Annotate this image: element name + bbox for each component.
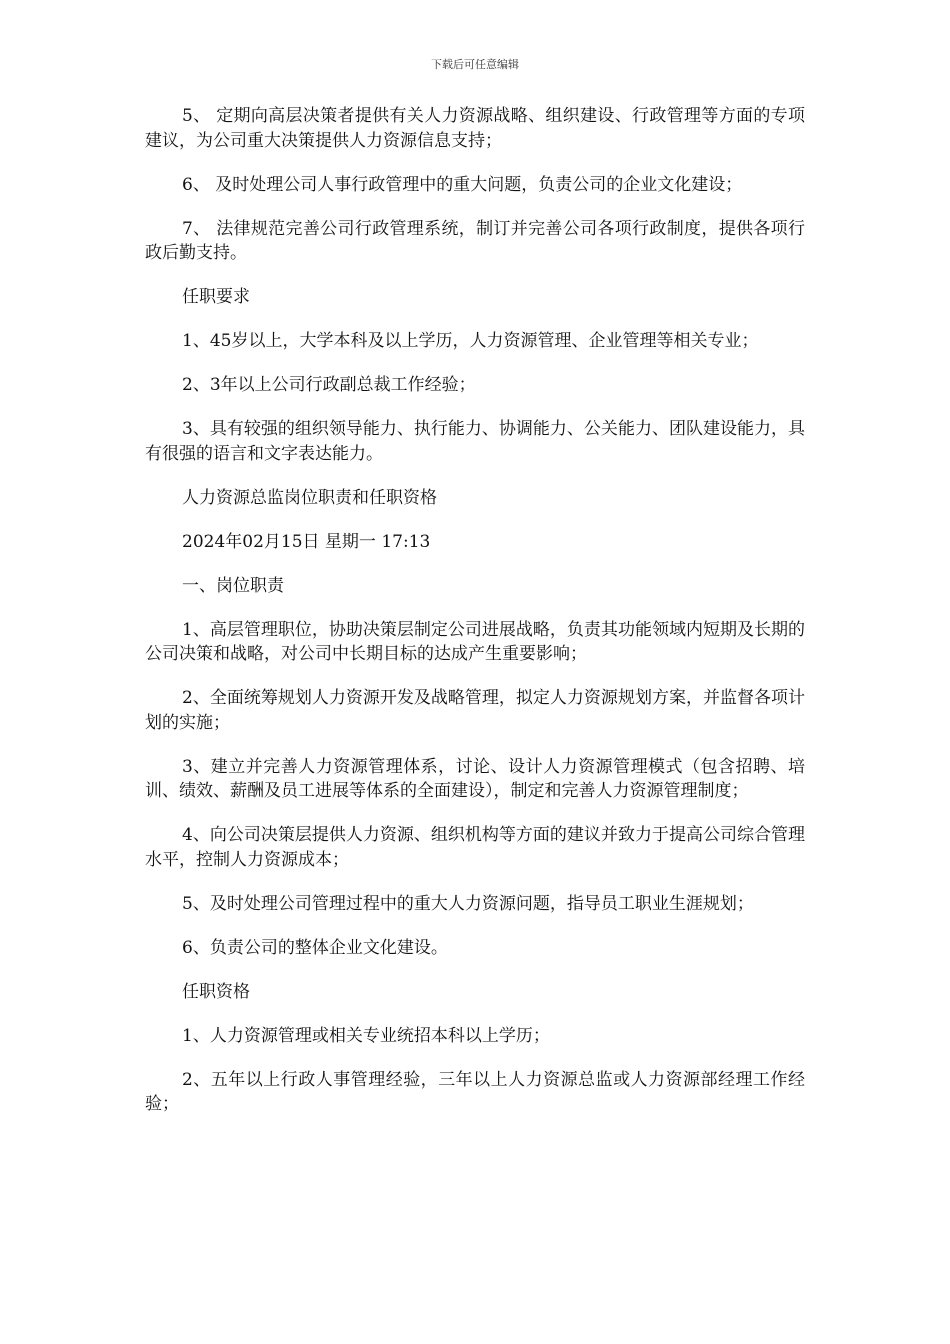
section-heading: 任职要求: [182, 287, 250, 307]
paragraph: 5、 定期向高层决策者提供有关人力资源战略、组织建设、行政管理等方面的专项建议，为公司重大决策提供人力资源信息支持；: [145, 106, 805, 151]
paragraph: 2、全面统筹规划人力资源开发及战略管理，拟定人力资源规划方案，并监督各项计划的实施；: [145, 688, 805, 733]
paragraph: 2、五年以上行政人事管理经验，三年以上人力资源总监或人力资源部经理工作经验；: [145, 1069, 805, 1114]
section-heading: 一、岗位职责: [182, 575, 284, 596]
paragraph: 1、人力资源管理或相关专业统招本科以上学历；: [182, 1025, 550, 1046]
article-date: 2024年02月15日 星期一 17:13: [182, 531, 431, 552]
paragraph: 6、 及时处理公司人事行政管理中的重大问题，负责公司的企业文化建设；: [182, 174, 743, 195]
paragraph: 3、建立并完善人力资源管理体系，讨论、设计人力资源管理模式（包含招聘、培训、绩效、薪酬及员工进展等体系的全面建设），制定和完善人力资源管理制度；: [145, 756, 805, 801]
paragraph: 1、高层管理职位，协助决策层制定公司进展战略，负责其功能领域内短期及长期的公司决策和战略，对公司中长期目标的达成产生重要影响；: [145, 619, 805, 664]
paragraph: 6、负责公司的整体企业文化建设。: [182, 937, 448, 958]
paragraph: 7、 法律规范完善公司行政管理系统，制订并完善公司各项行政制度，提供各项行政后勤支持。: [145, 218, 805, 263]
paragraph: 3、具有较强的组织领导能力、执行能力、协调能力、公关能力、团队建设能力，具有很强的语言和文字表达能力。: [145, 419, 805, 464]
document-body: [145, 104, 805, 1136]
paragraph: 4、向公司决策层提供人力资源、组织机构等方面的建议并致力于提高公司综合管理水平，控制人力资源成本；: [145, 825, 805, 870]
section-heading: 任职资格: [182, 981, 250, 1002]
page-header: 下载后可任意编辑: [431, 58, 519, 71]
paragraph: 5、及时处理公司管理过程中的重大人力资源问题，指导员工职业生涯规划；: [182, 893, 754, 914]
paragraph: 2、3年以上公司行政副总裁工作经验；: [182, 375, 476, 395]
paragraph: 1、45岁以上，大学本科及以上学历，人力资源管理、企业管理等相关专业；: [182, 331, 759, 351]
article-title: 人力资源总监岗位职责和任职资格: [182, 487, 437, 508]
